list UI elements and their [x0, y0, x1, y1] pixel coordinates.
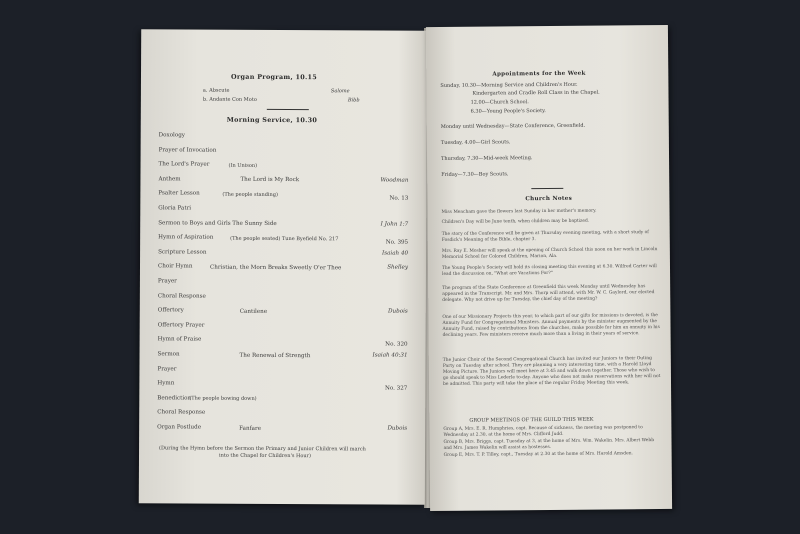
right-page	[426, 25, 672, 511]
service-item: Choir Hymn	[157, 263, 193, 270]
church-notes-title: Church Notes	[525, 195, 573, 203]
service-item: Anthem	[158, 176, 181, 183]
appointments-title: Appointments for the Week	[492, 70, 586, 78]
church-note: Mrs. Ray E. Mosher will speak at the opening of Church School this noon on her work in Lincoln Memorial School for Colored Children, Marion, Ala.	[441, 247, 658, 261]
service-item-title: Christian, the Morn Breaks Sweetly O'er Thee	[209, 264, 342, 272]
guild-group: Group B, Mrs. Briggs, capt. Tuesday at 3, at the home of Mrs. Wm. Wakelin. Mrs. Albert Webb and Mrs. James Wakelin will assist as hostesses.	[443, 438, 655, 452]
service-item-title: The Lord is My Rock	[240, 177, 300, 184]
service-item-reference: I John 1:7	[380, 221, 409, 228]
service-item-reference: Shelley	[387, 264, 409, 272]
church-note: The program of the State Conference at Greenfield this week Monday until Wednesday has appeared in the Transcript. Mr. and Mrs. Thorp will attend, with Mr. W. C. Gaylord, our elected delegate. Why not drive up for Tuesday, the chief day of the meeting?	[442, 284, 655, 304]
service-item-title: The Sunny Side	[232, 220, 277, 228]
service-item: Choral Response	[157, 292, 206, 300]
service-item: Gloria Patri	[158, 205, 192, 212]
service-item: Hymn	[157, 380, 175, 387]
service-item-reference: No. 327	[384, 385, 408, 392]
footnote: into the Chapel for Children's Hour)	[218, 452, 311, 460]
service-item: Offertory Prayer	[157, 322, 205, 329]
organ-program-title: Organ Program, 10.15	[230, 72, 318, 82]
service-item: Sermon to Boys and Girls	[158, 219, 231, 227]
service-item: Organ Postlude	[157, 424, 202, 431]
organ-item-composer: Bibb	[347, 97, 360, 104]
service-item: Prayer of Invocation	[158, 146, 217, 154]
appointment-line: Kindergarten and Cradle Roll Class in the Chapel.	[472, 89, 600, 97]
service-item: Choral Response	[157, 409, 206, 416]
morning-service-title: Morning Service, 10.30	[226, 115, 318, 125]
guild-group: Group E, Mrs. T. P. Tilley, capt., Tuesday at 2.30 at the home of Mrs. Harold Amsden.	[443, 451, 633, 458]
service-item: Doxology	[158, 132, 185, 139]
service-item-title: The Renewal of Strength	[239, 352, 311, 359]
church-note: The story of the Conference will be given at Thursday evening meeting, with a short study of Fosdick's Meaning of the Bible, chapter 3.	[441, 230, 649, 244]
church-note: The Junior Choir of the Second Congregational Church has invited our Juniors to their Outing Party on Tuesday after school. They are planning a very interesting time, with a Harold Lloyd Moving Picture. The Juniors will meet here at 3.45 and walk down together. Those who wish to go should speak to Miss Lederle to-day. Anyone who does not make reservations with her will not be admitted. This party will take the place of the regular Friday Meeting this week.	[442, 356, 661, 388]
service-item: Hymn of Aspiration	[158, 234, 214, 241]
appointment-line: Tuesday, 4.00—Girl Scouts.	[440, 139, 511, 146]
service-item-title: (The people bowing down)	[189, 395, 257, 403]
service-item-title: Fanfare	[239, 425, 262, 432]
divider	[531, 188, 563, 189]
appointment-line: 12.00—Church School.	[470, 99, 529, 106]
organ-item-composer: Salome	[330, 88, 350, 95]
divider	[267, 109, 309, 110]
appointment-line: Thursday, 7.30—Mid-week Meeting.	[441, 155, 533, 162]
service-item-reference: No. 320	[385, 341, 408, 349]
church-note: The Young People's Society will hold its closing meeting this evening at 6.30. Wilfred Carter will lead the discussion on, "What are Vacations For?"	[441, 264, 657, 278]
service-item-reference: Dubois	[387, 425, 408, 432]
service-item-reference: Dubois	[388, 308, 408, 315]
guild-group: Group A, Mrs. E. R. Humphries, capt. Because of sickness, the meeting was postponed to Wednesday at 2.30, at the home of Mrs. Clifford Judd.	[443, 425, 643, 439]
appointment-line: Monday until Wednesday—State Conference, Greenfield.	[440, 122, 586, 130]
service-item: Benediction	[157, 395, 192, 402]
service-item: Sermon	[157, 351, 180, 358]
service-item-reference: Isaiah 40:31	[372, 352, 408, 359]
service-item-reference: Woodman	[380, 177, 409, 184]
service-item-title: (The people seated) Tune Byefield No. 217	[230, 235, 339, 242]
church-note: Children's Day will be June tenth, when children may be baptized.	[441, 218, 590, 225]
service-item: Prayer	[157, 365, 177, 373]
organ-item-label: a. Abscute	[202, 87, 230, 94]
appointment-line: Friday—7.30—Boy Scouts.	[441, 171, 509, 178]
service-item-reference: Isaiah 40	[382, 250, 409, 257]
organ-item-label: b. Andante Con Moto	[202, 96, 257, 103]
service-item-title: (In Unison)	[228, 162, 258, 169]
guild-title: GROUP MEETINGS OF THE GUILD THIS WEEK	[469, 416, 594, 424]
service-item: Hymn of Praise	[157, 336, 202, 343]
footnote: (During the Hymn before the Sermon the Primary and Junior Children will march	[159, 445, 366, 453]
service-item: Scripture Lesson	[158, 249, 207, 256]
church-note: Miss Meacham gave the flowers last Sunday in her mother's memory.	[441, 208, 597, 215]
appointment-line: Sunday, 10.30—Morning Service and Children's Hour.	[440, 81, 578, 89]
service-item: The Lord's Prayer	[158, 161, 210, 168]
service-item-title: (The people standing)	[222, 191, 278, 198]
left-page	[139, 29, 427, 504]
appointment-line: 6.30—Young People's Society.	[470, 108, 546, 115]
service-item: Psalter Lesson	[158, 190, 200, 197]
service-item: Prayer	[157, 278, 177, 285]
service-item-reference: No. 13	[389, 195, 409, 203]
service-item-reference: No. 395	[385, 239, 409, 246]
church-note: One of our Missionary Projects this year, to which part of our gifts for missions is devoted, is the Annuity Fund for Congregational Ministers. Annual payments by the minister augmented by the Annuity Fund, raised by contributions from the churches, make possible for him an annuity in his declining years. Few ministers receive much more than a living in their years of service.	[442, 313, 660, 339]
service-item-title: Cantilene	[239, 308, 268, 315]
service-item: Offertory	[157, 307, 184, 314]
